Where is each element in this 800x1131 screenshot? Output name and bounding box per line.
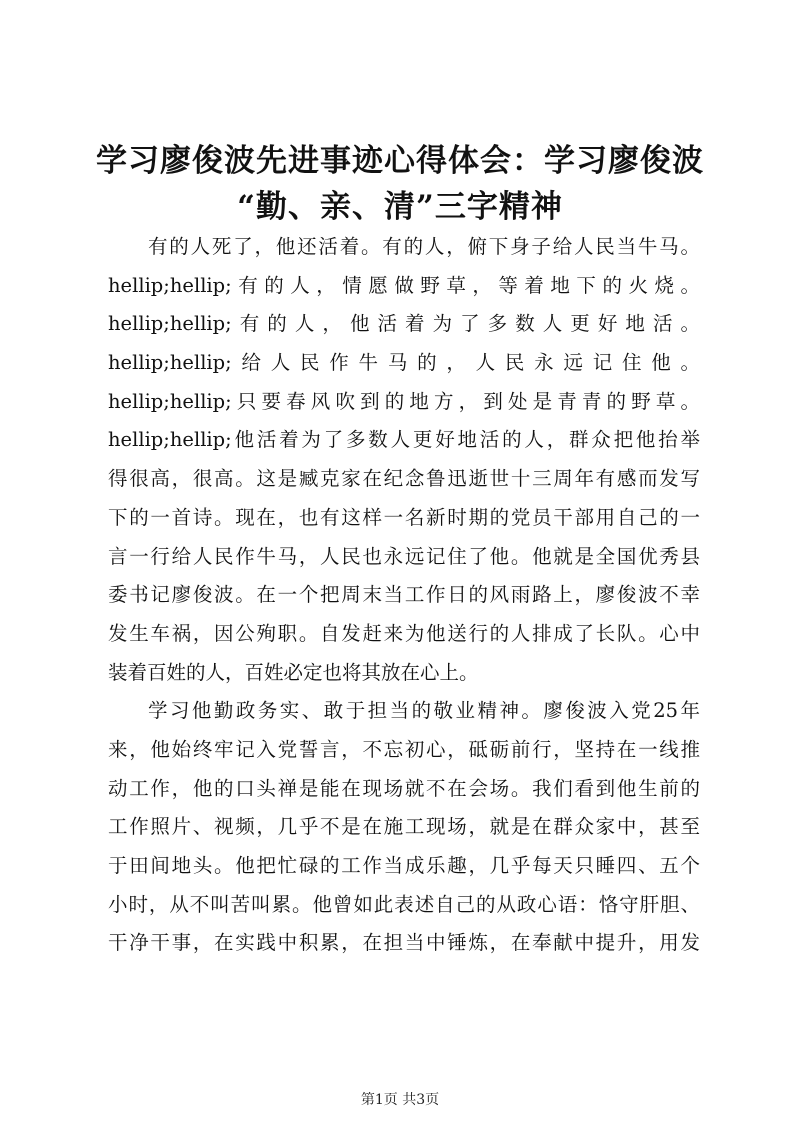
paragraph-line: hellip;hellip;给人民作牛马的，人民永远记住他。 <box>108 351 700 375</box>
paragraph-line: 来，他始终牢记入党誓言，不忘初心，砥砺前行，坚持在一线推 <box>108 737 700 761</box>
page-number-footer: 第1页 共3页 <box>360 1092 440 1108</box>
paragraph-line: 工作照片、视频，几乎不是在施工现场，就是在群众家中，甚至 <box>108 815 700 839</box>
paragraph-line: 动工作，他的口头禅是能在现场就不在会场。我们看到他生前的 <box>108 776 700 800</box>
paragraph-line: 言一行给人民作牛马，人民也永远记住了他。他就是全国优秀县 <box>108 544 700 568</box>
document-title <box>60 138 740 230</box>
paragraph-line: hellip;hellip;他活着为了多数人更好地活的人，群众把他抬举 <box>108 428 700 452</box>
paragraph-line: 装着百姓的人，百姓必定也将其放在心上。 <box>108 660 479 684</box>
paragraph-line: 得很高，很高。这是臧克家在纪念鲁迅逝世十三周年有感而发写 <box>108 467 700 491</box>
paragraph-line: 干净干事，在实践中积累，在担当中锤炼，在奉献中提升，用发 <box>108 931 700 955</box>
paragraph-line: 小时，从不叫苦叫累。他曾如此表述自己的从政心语：恪守肝胆、 <box>108 892 700 916</box>
paragraph-line: hellip;hellip;有的人，他活着为了多数人更好地活。 <box>108 312 700 336</box>
paragraph-line: 发生车祸，因公殉职。自发赶来为他送行的人排成了长队。心中 <box>108 621 700 645</box>
paragraph-line: hellip;hellip;有的人，情愿做野草，等着地下的火烧。 <box>108 273 700 297</box>
document-body <box>108 228 700 963</box>
paragraph-line: 下的一首诗。现在，也有这样一名新时期的党员干部用自己的一 <box>108 505 700 529</box>
paragraph-line: 于田间地头。他把忙碌的工作当成乐趣，几乎每天只睡四、五个 <box>108 854 700 877</box>
paragraph-line: 有的人死了，他还活着。有的人，俯下身子给人民当牛马。 <box>148 235 700 258</box>
paragraph-line: 学习他勤政务实、敢于担当的敬业精神。廖俊波入党25年 <box>148 699 700 723</box>
paragraph-line: hellip;hellip;只要春风吹到的地方，到处是青青的野草。 <box>108 389 700 413</box>
paragraph-line: 委书记廖俊波。在一个把周末当工作日的风雨路上，廖俊波不幸 <box>108 583 700 607</box>
title-line: “勤、亲、清”三字精神 <box>237 189 563 225</box>
title-line: 学习廖俊波先进事迹心得体会：学习廖俊波 <box>96 143 704 179</box>
